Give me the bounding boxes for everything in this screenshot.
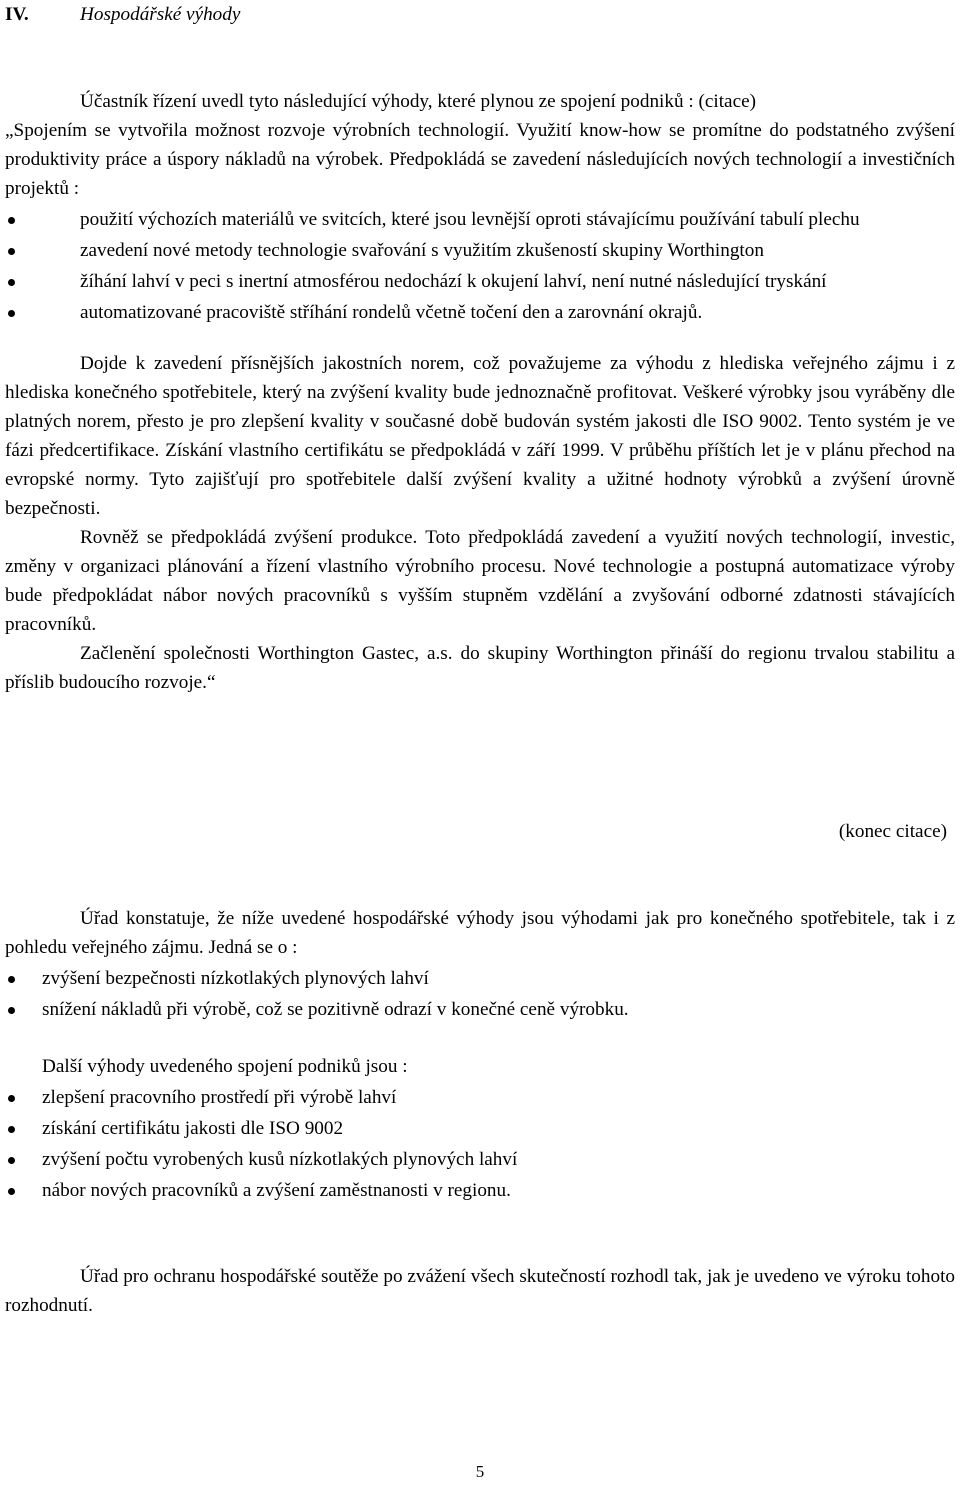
quote-paragraph-3: Rovněž se předpokládá zvýšení produkce. Toto předpokládá zavedení a využití nových technologií, investic, změny v organizaci plánování a řízení vlastního výrobního procesu. Nové technologie a postupná automatizace výroby bude předpokládat nábor nových pracovníků s vyšším stupněm vzdělání a zvyšování odborné zdatnosti stávajících pracovníků. <box>5 527 955 635</box>
bullet-text: automatizované pracoviště stříhání rondelů včetně točení den a zarovnání okrajů. <box>80 302 703 323</box>
bullet-icon <box>8 1007 15 1014</box>
more-bullet-1 <box>5 1083 955 1112</box>
more-bullet-4 <box>5 1176 955 1205</box>
quote-paragraph-4: Začlenění společnosti Worthington Gastec, a.s. do skupiny Worthington přináší do regionu trvalou stabilitu a příslib budoucího rozvoje.“ <box>5 643 955 693</box>
quote-bullet-4 <box>5 298 955 327</box>
bullet-icon <box>8 1095 15 1102</box>
quote-end-marker: (konec citace) <box>838 821 947 842</box>
quote-paragraph-1: „Spojením se vytvořila možnost rozvoje výrobních technologií. Využití know-how se promítne do podstatného zvýšení produktivity práce a úspory nákladů na výrobek. Předpokládá se zavedení následujících nových technologií a investičních projektů : <box>5 120 955 199</box>
more-bullet-2 <box>5 1114 955 1143</box>
bullet-text: nábor nových pracovníků a zvýšení zaměstnanosti v regionu. <box>42 1180 511 1201</box>
quote-bullet-2 <box>5 236 955 265</box>
bullet-icon <box>8 279 15 286</box>
bullet-icon <box>8 1126 15 1133</box>
conclusion-section <box>5 1262 955 1320</box>
office-section <box>5 904 955 1024</box>
bullet-text: použití výchozích materiálů ve svitcích, které jsou levnější oproti stávajícímu používání tabulí plechu <box>80 209 860 230</box>
section-heading <box>5 0 241 29</box>
quote-section <box>5 87 955 697</box>
quote-bullet-3 <box>5 267 955 296</box>
office-bullet-2 <box>5 995 955 1024</box>
document-page <box>5 0 955 1480</box>
more-benefits-intro: Další výhody uvedeného spojení podniků jsou : <box>42 1056 408 1077</box>
bullet-text: zvýšení počtu vyrobených kusů nízkotlakých plynových lahví <box>42 1149 518 1170</box>
bullet-text: zvýšení bezpečnosti nízkotlakých plynových lahví <box>42 968 429 989</box>
section-number: IV. <box>5 4 29 25</box>
quote-end-marker-row <box>5 817 947 846</box>
bullet-icon <box>8 217 15 224</box>
bullet-icon <box>8 310 15 317</box>
bullet-text: žíhání lahví v peci s inertní atmosférou nedochází k okujení lahví, není nutné následující tryskání <box>80 271 827 292</box>
section-title: Hospodářské výhody <box>80 4 241 25</box>
bullet-icon <box>8 248 15 255</box>
office-bullet-1 <box>5 964 955 993</box>
quote-bullet-1 <box>5 205 955 234</box>
quote-intro: Účastník řízení uvedl tyto následující výhody, které plynou ze spojení podniků : (citace) <box>80 91 756 112</box>
bullet-icon <box>8 1157 15 1164</box>
more-benefits-section <box>5 1052 955 1205</box>
bullet-text: zlepšení pracovního prostředí při výrobě lahví <box>42 1087 397 1108</box>
office-paragraph-1: Úřad konstatuje, že níže uvedené hospodářské výhody jsou výhodami jak pro konečného spotřebitele, tak i z pohledu veřejného zájmu. Jedná se o : <box>5 908 955 958</box>
bullet-text: zavedení nové metody technologie svařování s využitím zkušeností skupiny Worthington <box>80 240 764 261</box>
bullet-icon <box>8 976 15 983</box>
more-bullet-3 <box>5 1145 955 1174</box>
bullet-icon <box>8 1188 15 1195</box>
quote-paragraph-2: Dojde k zavedení přísnějších jakostních norem, což považujeme za výhodu z hlediska veřejného zájmu i z hlediska konečného spotřebitele, který na zvýšení kvality bude jednoznačně profitovat. Veškeré výrobky jsou vyráběny dle platných norem, přesto je pro zlepšení kvality v současné době budován systém jakosti dle ISO 9002. Tento systém je ve fázi předcertifikace. Získání vlastního certifikátu se předpokládá v září 1999. V průběhu příštích let je v plánu přechod na evropské normy. Tyto zajišťují pro spotřebitele další zvýšení kvality a užitné hodnoty výrobků a zvýšení úrovně bezpečnosti. <box>5 353 955 519</box>
bullet-text: snížení nákladů při výrobě, což se pozitivně odrazí v konečné ceně výrobku. <box>42 999 629 1020</box>
bullet-text: získání certifikátu jakosti dle ISO 9002 <box>42 1118 344 1139</box>
page-number: 5 <box>475 1462 485 1481</box>
conclusion-paragraph: Úřad pro ochranu hospodářské soutěže po zvážení všech skutečností rozhodl tak, jak je uvedeno ve výroku tohoto rozhodnutí. <box>5 1266 955 1316</box>
